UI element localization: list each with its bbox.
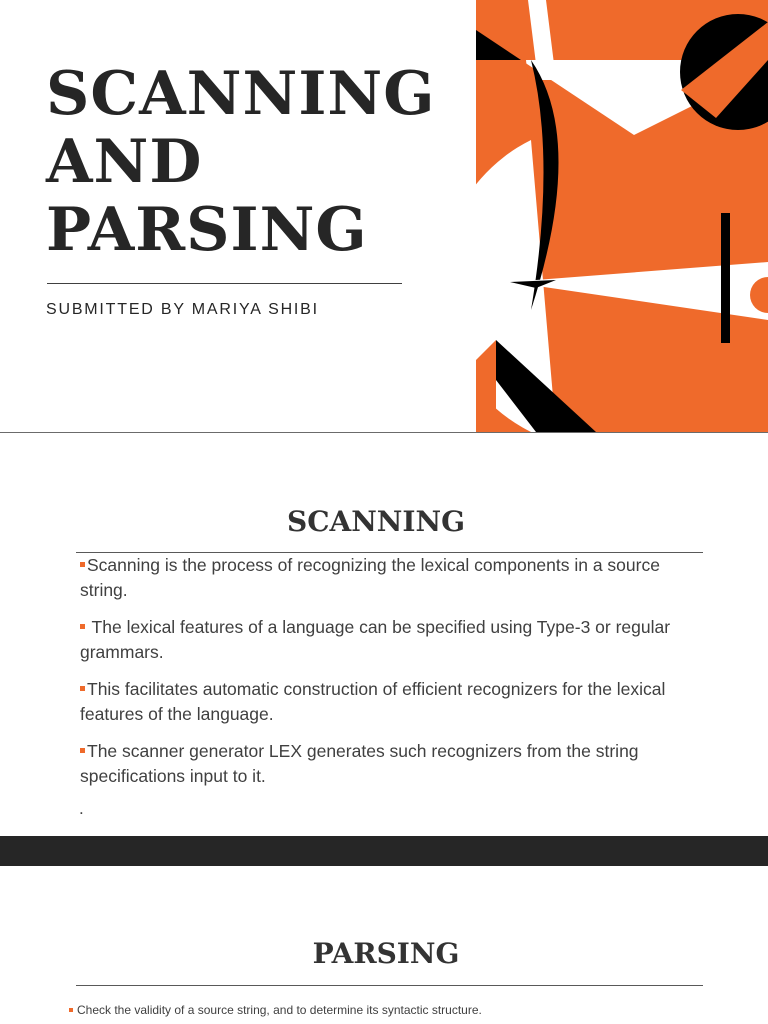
list-item: Check the validity of a source string, and to determine its syntactic structure. [69,1003,482,1017]
square-bullet-icon [80,624,85,629]
presentation-title [46,60,466,264]
square-bullet-icon [69,1008,73,1012]
scanning-slide [0,433,768,836]
square-bullet-icon [80,562,85,567]
slide-separator-band [0,836,768,866]
presentation-subtitle: SUBMITTED BY MARIYA SHIBI [46,301,319,318]
list-item: The scanner generator LEX generates such recognizers from the string specifications input to it. [80,741,639,786]
list-item: The lexical features of a language can be specified using Type-3 or regular grammars. [80,617,671,662]
trailing-text: . [79,799,84,818]
square-bullet-icon [80,686,85,691]
scanning-heading: SCANNING [286,505,466,538]
abstract-artwork [476,0,768,432]
parsing-slide [0,866,768,1024]
scanning-bullet-list [76,553,706,801]
title-line-3: PARSING [46,195,368,265]
list-item: This facilitates automatic construction of efficient recognizers for the lexical features of the language. [80,679,666,724]
list-item: Scanning is the process of recognizing the lexical components in a source string. [80,555,660,600]
parsing-bullet-list [69,1003,482,1017]
title-line-1: SCANNING [46,59,436,129]
title-slide [0,0,768,432]
title-line-2: AND [46,127,203,197]
parsing-heading: PARSING [312,937,460,970]
title-divider [47,283,402,284]
parsing-divider [76,985,703,986]
square-bullet-icon [80,748,85,753]
